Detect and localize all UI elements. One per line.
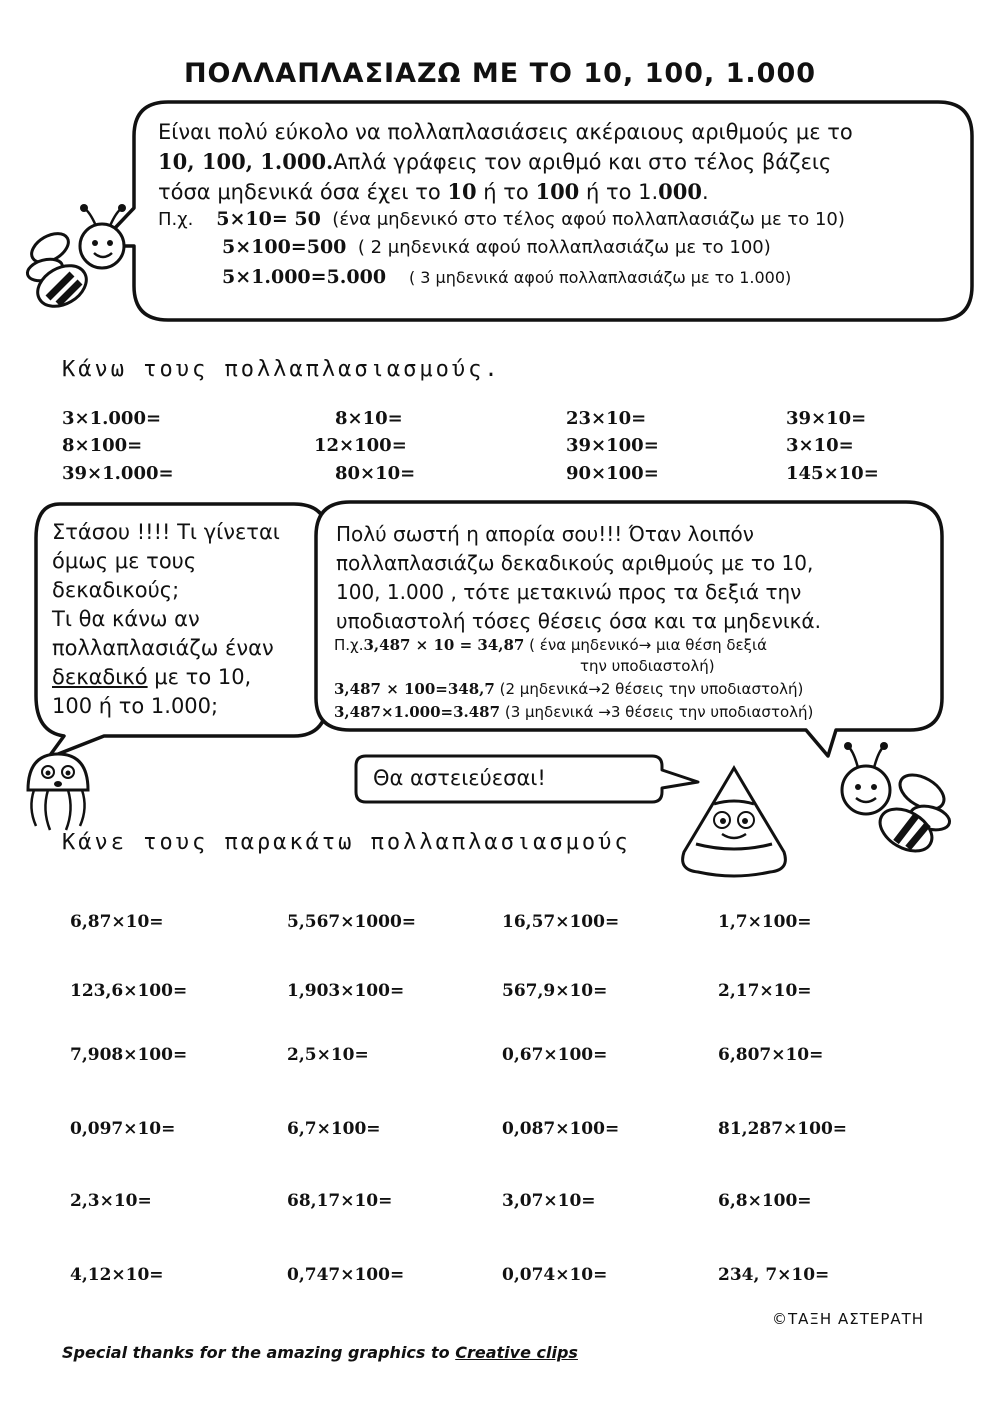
exercise-item: 2,3×10= (70, 1191, 152, 1211)
exercise-item: 0,074×10= (502, 1265, 608, 1285)
section1-heading: Κάνω τους πολλαπλασιασμούς. (62, 357, 501, 382)
exercise-item: 145×10= (786, 463, 879, 484)
exercise-item: 6,8×100= (718, 1191, 812, 1211)
exercise-item: 2,5×10= (287, 1045, 369, 1065)
exercise-item: 6,807×10= (718, 1045, 824, 1065)
exercise-item: 39×100= (566, 435, 659, 456)
exercise-item: 81,287×100= (718, 1119, 848, 1139)
exercise-item: 8×10= (335, 408, 403, 429)
exercise-item: 123,6×100= (70, 981, 188, 1001)
question-text: Στάσου !!!! Τι γίνεται όμως με τους δεκαδικούς; Τι θα κάνω αν πολλαπλασιάζω έναν δεκαδικό με το 10, 100 ή το 1.000; (52, 520, 280, 718)
page-title: ΠΟΛΛΑΠΛΑΣΙΑΖΩ ΜΕ ΤΟ 10, 100, 1.000 (183, 58, 817, 89)
exercise-item: 2,17×10= (718, 981, 812, 1001)
jellyfish-icon (18, 748, 98, 834)
footer-credits: Special thanks for the amazing graphics to Creative clips (62, 1343, 578, 1362)
creative-clips-link[interactable]: Creative clips (455, 1343, 578, 1362)
section2-heading: Κάνε τους παρακάτω πολλαπλασιασμούς (62, 830, 631, 855)
exercise-item: 12×100= (314, 435, 407, 456)
copyright-note: ©ΤΑΞΗ ΑΣΤΕΡΑΤΗ (772, 1310, 925, 1328)
answer-text: Πολύ σωστή η απορία σου!!! Όταν λοιπόν πολλαπλασιάζω δεκαδικούς αριθμούς με το 10, 100, 1.000 , τότε μετακινώ προς τα δεξιά την υποδιαστολή τόσες θέσεις όσα και τα μηδενικά. (336, 522, 821, 633)
exercise-item: 39×1.000= (62, 463, 174, 484)
exercise-item: 0,67×100= (502, 1045, 608, 1065)
exercise-item: 8×100= (62, 435, 143, 456)
intro-example-2: 5×100=500 ( 2 μηδενικά αφού πολλαπλασιάζω με το 100) (222, 236, 771, 258)
exercise-item: 0,747×100= (287, 1265, 405, 1285)
exercise-item: 23×10= (566, 408, 647, 429)
answer-example-1-note: την υποδιαστολή) (580, 657, 715, 675)
exercise-item: 567,9×10= (502, 981, 608, 1001)
joke-text: Θα αστειεύεσαι! (373, 766, 546, 790)
exercise-item: 4,12×10= (70, 1265, 164, 1285)
answer-example-1: Π.χ.3,487 × 10 = 34,87 ( ένα μηδενικό→ μια θέση δεξιά (334, 636, 767, 654)
answer-example-2: 3,487 × 100=348,7 (2 μηδενικά→2 θέσεις την υποδιαστολή) (334, 680, 804, 698)
exercise-item: 68,17×10= (287, 1191, 393, 1211)
exercise-item: 3×10= (786, 435, 854, 456)
exercise-item: 16,57×100= (502, 912, 620, 932)
bee-right-icon (826, 732, 958, 862)
candy-corn-icon (674, 762, 794, 884)
exercise-item: 3×1.000= (62, 408, 162, 429)
exercise-item: 5,567×1000= (287, 912, 417, 932)
exercise-item: 6,87×10= (70, 912, 164, 932)
intro-example-3: 5×1.000=5.000 ( 3 μηδενικά αφού πολλαπλασιάζω με το 1.000) (222, 266, 792, 288)
exercise-item: 6,7×100= (287, 1119, 381, 1139)
exercise-item: 39×10= (786, 408, 867, 429)
exercise-item: 3,07×10= (502, 1191, 596, 1211)
answer-example-3: 3,487×1.000=3.487 (3 μηδενικά →3 θέσεις την υποδιαστολή) (334, 703, 814, 721)
exercise-item: 1,903×100= (287, 981, 405, 1001)
exercise-item: 0,097×10= (70, 1119, 176, 1139)
exercise-item: 7,908×100= (70, 1045, 188, 1065)
exercise-item: 1,7×100= (718, 912, 812, 932)
exercise-item: 234, 7×10= (718, 1265, 830, 1285)
exercise-item: 90×100= (566, 463, 659, 484)
exercise-item: 0,087×100= (502, 1119, 620, 1139)
intro-text: Είναι πολύ εύκολο να πολλαπλασιάσεις ακέραιους αριθμούς με το 10, 100, 1.000.Απλά γράφεις τον αριθμό και στο τέλος βάζεις τόσα μηδενικά όσα έχει το 10 ή το 100 ή το 1.000. (158, 120, 853, 204)
intro-example-1: Π.χ. 5×10= 50 (ένα μηδενικό στο τέλος αφού πολλαπλασιάζω με το 10) (158, 208, 845, 230)
bee-icon (20, 198, 130, 318)
exercise-item: 80×10= (335, 463, 416, 484)
